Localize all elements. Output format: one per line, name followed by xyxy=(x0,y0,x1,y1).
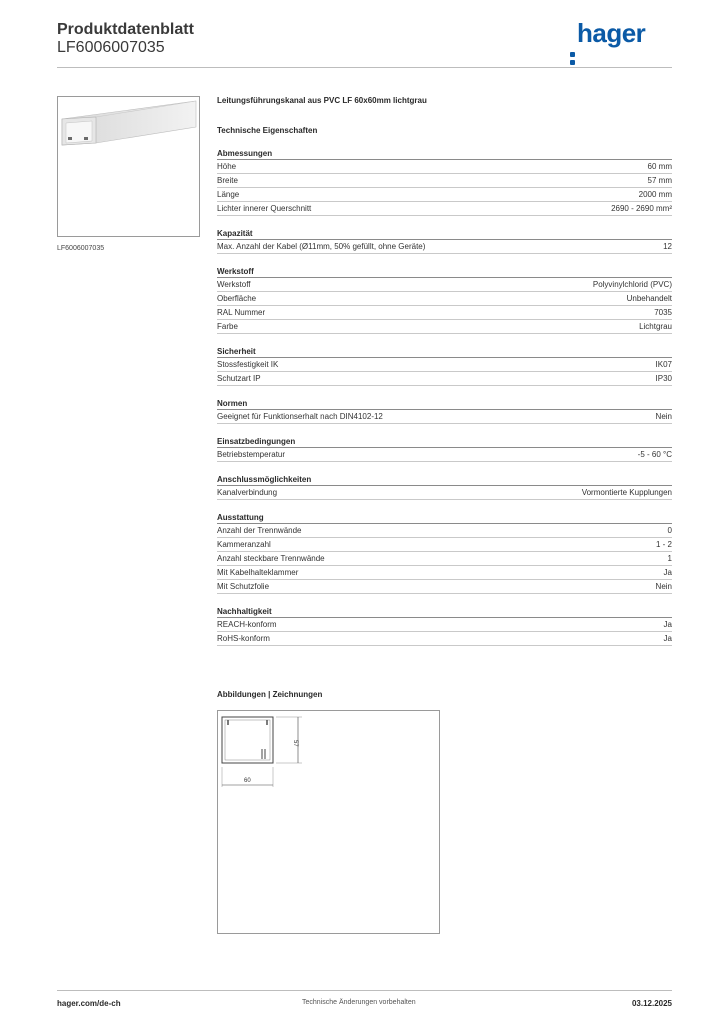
spec-value: 1 - 2 xyxy=(655,540,672,549)
article-number: LF6006007035 xyxy=(57,39,165,56)
spec-value: 2000 mm xyxy=(638,190,672,199)
spec-row xyxy=(217,174,672,188)
section-spacer xyxy=(217,390,672,398)
section-title: Werkstoff xyxy=(217,266,672,278)
spec-label: Lichter innerer Querschnitt xyxy=(217,204,312,213)
section-spacer xyxy=(217,220,672,228)
spec-section xyxy=(217,436,672,462)
section-title: Ausstattung xyxy=(217,512,672,524)
spec-section xyxy=(217,606,672,646)
spec-row xyxy=(217,306,672,320)
image-caption: LF6006007035 xyxy=(57,245,105,252)
spec-value: 0 xyxy=(667,526,672,535)
spec-value: Unbehandelt xyxy=(626,294,672,303)
section-title: Normen xyxy=(217,398,672,410)
product-image xyxy=(57,96,200,237)
spec-label: Betriebstemperatur xyxy=(217,450,286,459)
width-dimension: 60 xyxy=(244,778,251,784)
spec-row xyxy=(217,566,672,580)
spec-value: Polyvinylchlorid (PVC) xyxy=(592,280,672,289)
product-description: Leitungsführungskanal aus PVC LF 60x60mm lichtgrau xyxy=(217,96,427,105)
spec-value: Ja xyxy=(663,568,672,577)
spec-row xyxy=(217,292,672,306)
footer-divider xyxy=(57,990,672,991)
hager-logo[interactable] xyxy=(570,18,645,49)
spec-value: Ja xyxy=(663,634,672,643)
spec-value: Nein xyxy=(655,582,672,591)
spec-label: Oberfläche xyxy=(217,294,257,303)
spec-row xyxy=(217,486,672,500)
spec-value: IK07 xyxy=(655,360,672,369)
spec-section xyxy=(217,148,672,216)
spec-label: REACH-konform xyxy=(217,620,277,629)
spec-row xyxy=(217,320,672,334)
spec-value: IP30 xyxy=(655,374,672,383)
spec-row xyxy=(217,448,672,462)
section-title: Einsatzbedingungen xyxy=(217,436,672,448)
logo-text: hager xyxy=(577,18,646,48)
spec-value: 57 mm xyxy=(647,176,672,185)
spec-section xyxy=(217,512,672,594)
footer-disclaimer: Technische Änderungen vorbehalten xyxy=(302,999,416,1006)
spec-value: 12 xyxy=(663,242,672,251)
section-title: Nachhaltigkeit xyxy=(217,606,672,618)
spec-value: Nein xyxy=(655,412,672,421)
footer-date: 03.12.2025 xyxy=(631,999,672,1008)
spec-row xyxy=(217,524,672,538)
page-title: Produktdatenblatt xyxy=(57,21,194,38)
spec-value: -5 - 60 °C xyxy=(637,450,672,459)
spec-label: Schutzart IP xyxy=(217,374,261,383)
spec-row xyxy=(217,538,672,552)
spec-label: Mit Kabelhalteklammer xyxy=(217,568,299,577)
spec-row xyxy=(217,188,672,202)
section-title: Anschlussmöglichkeiten xyxy=(217,474,672,486)
spec-label: Max. Anzahl der Kabel (Ø11mm, 50% gefüllt, ohne Geräte) xyxy=(217,242,426,251)
spec-row xyxy=(217,552,672,566)
spec-label: RAL Nummer xyxy=(217,308,266,317)
spec-row xyxy=(217,372,672,386)
spec-label: Geeignet für Funktionserhalt nach DIN4102-12 xyxy=(217,412,383,421)
height-dimension: 57 xyxy=(292,740,298,747)
spec-label: Anzahl steckbare Trennwände xyxy=(217,554,325,563)
spec-value: Ja xyxy=(663,620,672,629)
spec-row xyxy=(217,632,672,646)
section-spacer xyxy=(217,598,672,606)
footer-link[interactable]: hager.com/de-ch xyxy=(57,999,121,1008)
section-title: Sicherheit xyxy=(217,346,672,358)
tech-heading: Technische Eigenschaften xyxy=(217,126,318,135)
section-spacer xyxy=(217,258,672,266)
spec-label: Höhe xyxy=(217,162,237,171)
spec-section xyxy=(217,266,672,334)
spec-value: 7035 xyxy=(654,308,672,317)
header-divider xyxy=(57,67,672,68)
cross-section-drawing-icon xyxy=(218,711,439,933)
section-title: Kapazität xyxy=(217,228,672,240)
spec-value: 1 xyxy=(667,554,672,563)
spec-label: Kammeranzahl xyxy=(217,540,271,549)
spec-section xyxy=(217,398,672,424)
spec-value: 60 mm xyxy=(647,162,672,171)
spec-section xyxy=(217,474,672,500)
spec-label: Kanalverbindung xyxy=(217,488,278,497)
spec-sections xyxy=(217,148,672,646)
spec-section xyxy=(217,346,672,386)
spec-label: Farbe xyxy=(217,322,238,331)
section-spacer xyxy=(217,504,672,512)
technical-drawing xyxy=(217,710,440,934)
spec-row xyxy=(217,240,672,254)
spec-row xyxy=(217,202,672,216)
spec-value: 2690 - 2690 mm² xyxy=(611,204,672,213)
spec-row xyxy=(217,580,672,594)
spec-label: Werkstoff xyxy=(217,280,251,289)
drawings-title: Abbildungen | Zeichnungen xyxy=(217,690,323,699)
spec-value: Vormontierte Kupplungen xyxy=(581,488,672,497)
spec-label: Stossfestigkeit IK xyxy=(217,360,279,369)
spec-label: Mit Schutzfolie xyxy=(217,582,270,591)
section-spacer xyxy=(217,338,672,346)
spec-label: Länge xyxy=(217,190,240,199)
spec-content xyxy=(217,96,672,650)
spec-row xyxy=(217,410,672,424)
spec-row xyxy=(217,358,672,372)
spec-section xyxy=(217,228,672,254)
section-title: Abmessungen xyxy=(217,148,672,160)
spec-label: Breite xyxy=(217,176,238,185)
spec-label: RoHS-konform xyxy=(217,634,270,643)
spec-label: Anzahl der Trennwände xyxy=(217,526,302,535)
section-spacer xyxy=(217,466,672,474)
spec-value: Lichtgrau xyxy=(639,322,672,331)
spec-row xyxy=(217,160,672,174)
cable-duct-icon xyxy=(58,97,199,236)
section-spacer xyxy=(217,428,672,436)
spec-row xyxy=(217,618,672,632)
spec-row xyxy=(217,278,672,292)
